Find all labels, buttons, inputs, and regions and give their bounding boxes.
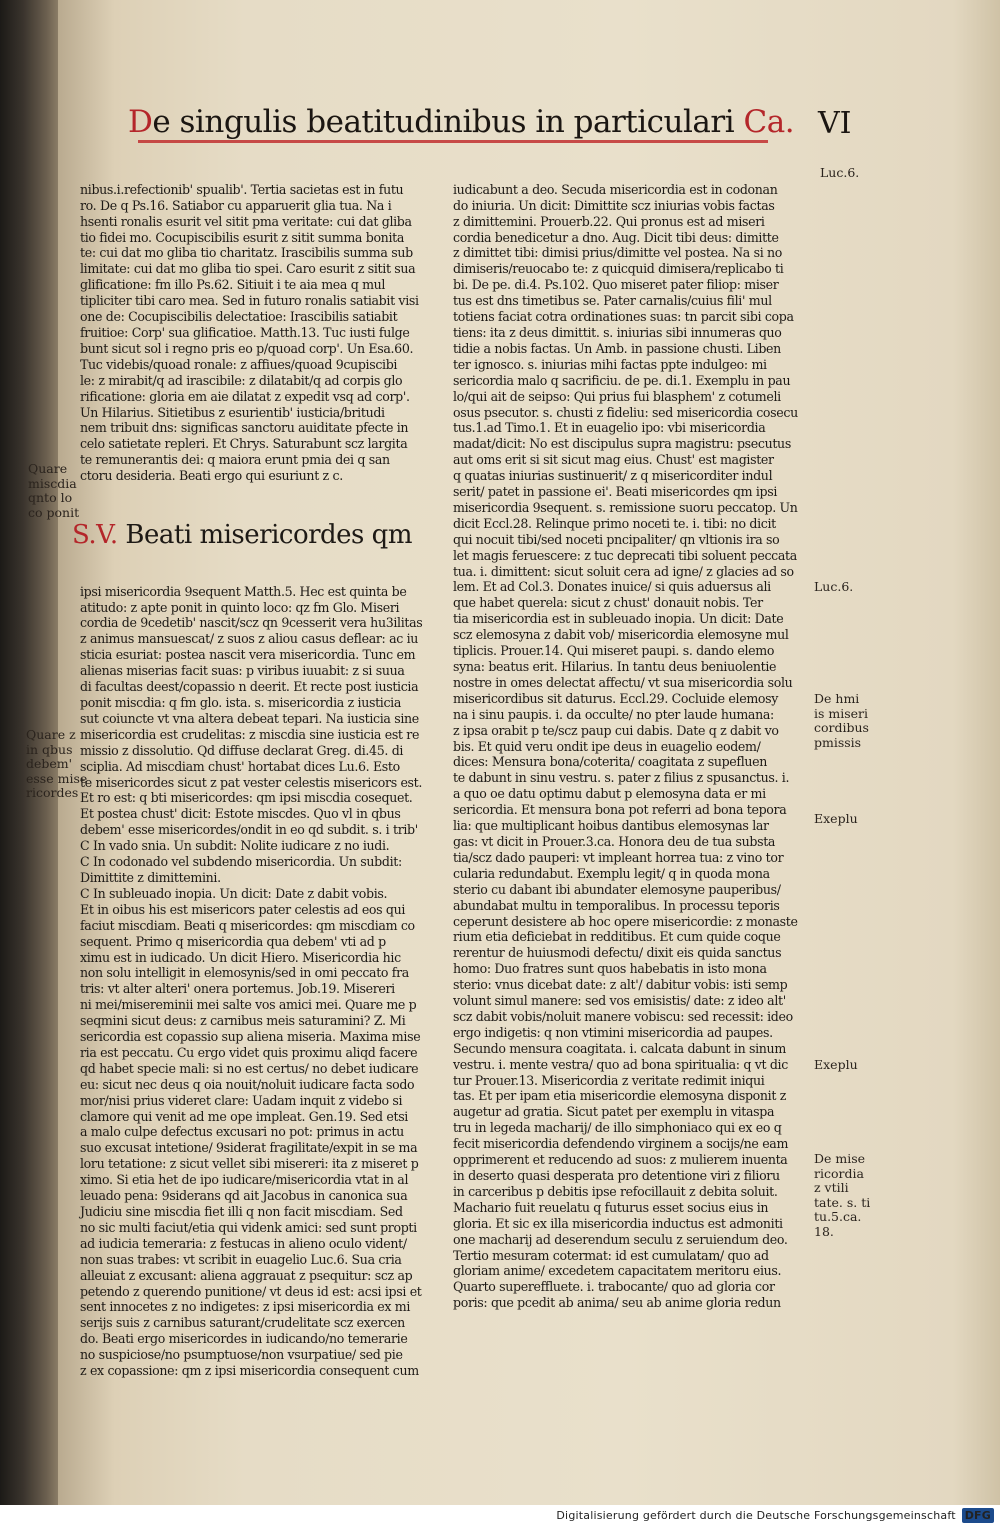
text-line: Un Hilarius. Sitietibus z esurientib' iusticia/britudi [80, 404, 385, 420]
text-line: gloriam anime/ excedetem capacitatem meritoru eius. [453, 1263, 782, 1279]
text-line: sequent. Primo q misericordia qua debem' vti ad p [80, 933, 386, 949]
marginal-note-left-a: Quare miscdia qnto lo co ponit [28, 461, 80, 520]
text-line: misericordia est crudelitas: z miscdia sine iusticia est re [80, 726, 420, 742]
text-line: gloria. Et sic ex illa misericordia inductus est admoniti [453, 1215, 783, 1231]
text-line: tiens: ita z deus dimittit. s. iniurias sibi innumeras quo [453, 324, 782, 340]
text-line: fecit misericordia defendendo virginem a socijs/ne eam [453, 1136, 789, 1152]
right-text-column [453, 150, 818, 1343]
text-line: fruitioe: Corp' sua glificatioe. Matth.13. Tuc iusti fulge [80, 324, 410, 340]
text-line: Secundo mensura coagitata. i. calcata dabunt in sinum [453, 1040, 786, 1056]
text-line: sent innocetes z no indigetes: z ipsi misericordia ex mi [80, 1299, 411, 1315]
text-line: tiplicis. Prouer.14. Qui miseret paupi. s. dando elemo [453, 643, 775, 659]
text-line: lem. Et ad Col.3. Donates inuice/ si quis aduersus ali [453, 579, 771, 595]
text-line: in carceribus p debitis ipse refocillauit z debita soluit. [453, 1183, 778, 1199]
text-line: seqmini sicut deus: z carnibus meis saturamini? Z. Mi [80, 1013, 406, 1029]
text-line: tru in legeda macharij/ de illo simphoniaco qui ex eo q [453, 1120, 782, 1136]
text-line: dices: Mensura bona/coterita/ coagitata z supefluen [453, 754, 768, 770]
text-line: dicit Eccl.28. Relinque primo noceti te. i. tibi: no dicit [453, 515, 776, 531]
text-line: ergo indigetis: q non vtimini misericordia ad paupes. [453, 1024, 773, 1040]
text-line: te misericordes sicut z pat vester celestis misericors est. [80, 774, 423, 790]
text-line: sericordia malo q sacrificiu. de pe. di.1. Exemplu in pau [453, 372, 791, 388]
marginal-note-de-misericordia: De mise ricordia z vtili tate. s. ti tu.5.ca. 18. [814, 1151, 871, 1239]
text-line: no sic multi faciut/etia qui videnk amici: sed sunt propti [80, 1219, 417, 1235]
text-line: serijs suis z carnibus saturant/crudelitate scz exercen [80, 1315, 405, 1331]
dfg-logo: DFG [962, 1508, 994, 1523]
text-line: Et ro est: q bti misericordes: qm ipsi miscdia cosequet. [80, 790, 413, 806]
text-line: poris: que pcedit ab anima/ seu ab anime gloria redun [453, 1295, 781, 1311]
chapter-label: Ca. [743, 104, 795, 140]
text-line: le: z mirabit/q ad irascibile: z dilatabit/q ad corpis glo [80, 372, 403, 388]
section-mark: S.V. [72, 519, 118, 550]
text-line: Tuc videbis/quoad ronale: z affiues/quoad 9cupiscibi [80, 356, 398, 372]
text-line: mor/nisi prius videret clare: Uadam inquit z videbo si [80, 1092, 403, 1108]
text-line: z dimittemini. Prouerb.22. Qui pronus est ad miseri [453, 213, 765, 229]
text-line: no suspiciose/no psumptuose/non vsurpatiue/ sed pie [80, 1347, 403, 1363]
text-line: scz elemosyna z dabit vob/ misericordia elemosyne mul [453, 627, 789, 643]
text-line: totiens faciat cotra ordinationes suas: tn parcit sibi copa [453, 309, 794, 325]
text-line: te remunerantis dei: q maiora erunt pmia dei q san [80, 452, 390, 468]
text-line: alleuiat z excusant: aliena aggrauat z psequitur: scz ap [80, 1267, 413, 1283]
text-line: gas: vt dicit in Prouer.3.ca. Honora deu de tua substa [453, 833, 776, 849]
marginal-note-luc-2: Luc.6. [814, 579, 854, 594]
text-line: ter ignosco. s. iniurias mihi factas ppte indulgeo: mi [453, 356, 767, 372]
title-initial: D [128, 104, 153, 140]
text-line: ctoru desideria. Beati ergo qui esuriunt z c. [80, 468, 343, 484]
text-line: Quarto supereffluete. i. trabocante/ quo ad gloria cor [453, 1279, 775, 1295]
text-line: qui nocuit tibi/sed noceti pncipaliter/ qn vltionis ira so [453, 531, 780, 547]
text-line: tris: vt alter alteri' onera portemus. Job.19. Misereri [80, 981, 395, 997]
text-line: do. Beati ergo misericordes in iudicando/no temerarie [80, 1331, 408, 1347]
right-column-text [453, 182, 818, 1311]
text-line: te: cui dat mo gliba tio charitatz. Irascibilis summa sub [80, 245, 413, 261]
left-column-text-bottom [80, 584, 450, 1379]
text-line: debem' esse misericordes/ondit in eo qd subdit. s. i trib' [80, 822, 418, 838]
text-line: di facultas deest/copassio n deerit. Et recte post iusticia [80, 679, 419, 695]
text-line: nem tribuit dns: significas sanctoru auiditate pfecte in [80, 420, 409, 436]
text-line: volunt simul manere: sed vos emisistis/ date: z ideo alt' [453, 993, 786, 1009]
text-line: faciut miscdiam. Beati q misericordes: qm miscdiam co [80, 917, 415, 933]
section-heading-text: Beati misericordes qm [125, 519, 412, 550]
section-heading [72, 518, 450, 552]
text-line: lo/qui ait de seipso: Qui prius fui blasphem' z cotumeli [453, 388, 781, 404]
text-line: bunt sicut sol i regno pris eo p/quoad corp'. Un Esa.60. [80, 340, 414, 356]
marginal-note-de-his: De hmi is miseri cordibus pmissis [814, 691, 869, 750]
text-line: one de: Cocupiscibilis delectatioe: Irascibilis satiabit [80, 309, 398, 325]
text-line: in deserto quasi desperata pro detentione viri z filioru [453, 1168, 780, 1183]
text-line: Judiciu sine miscdia fiet illi q non facit miscdiam. Sed [80, 1204, 403, 1219]
text-line: cordia benedicetur a dno. Aug. Dicit tibi deus: dimitte [453, 229, 779, 245]
text-line: te dabunt in sinu vestru. s. pater z filius z spusanctus. i. [453, 770, 790, 786]
text-line: cularia redundabut. Exemplu legit/ q in quoda mona [453, 865, 770, 881]
text-line: z ex copassione: qm z ipsi misericordia consequent cum [80, 1363, 419, 1379]
text-line: abundabat multu in temporalibus. In processu teporis [453, 897, 780, 913]
text-line: non suas trabes: vt scribit in euagelio Luc.6. Sua cria [80, 1251, 402, 1267]
text-line: one macharij ad deserendum seculu z seruiendum deo. [453, 1231, 788, 1247]
text-line: z dimittet tibi: dimisi prius/dimitte vel postea. Na si no [453, 245, 783, 261]
text-line: misericordia 9sequent. s. remissione suoru peccatop. Un [453, 499, 798, 515]
text-line: dimiseris/reuocabo te: z quicquid dimisera/replicabo ti [453, 261, 784, 277]
text-line: tia misericordia est in subleuado inopia. Un dicit: Date [453, 611, 784, 627]
text-line: cordia de 9cedetib' nascit/scz qn 9cesserit vera hu3ilitas [80, 615, 423, 631]
footer-note: Digitalisierung gefördert durch die Deutsche Forschungsgemeinschaft [556, 1508, 956, 1522]
text-line: Et postea chust' dicit: Estote miscdes. Quo vl in qbus [80, 806, 401, 822]
text-line: sciplia. Ad miscdiam chust' hortabat dices Lu.6. Esto [80, 758, 400, 774]
text-line: ipsi misericordia 9sequent Matth.5. Hec est quinta be [80, 583, 407, 599]
text-line: limitate: cui dat mo gliba tio spei. Caro esurit z sitit sua [80, 261, 416, 277]
text-line: nostre in omes delectat affectu/ vt sua misericordia solu [453, 674, 793, 690]
text-line: lia: que multiplicant hoibus dantibus elemosynas lar [453, 818, 769, 834]
text-line: ro. De q Ps.16. Satiabor cu apparuerit glia tua. Na i [80, 197, 392, 213]
book-page [26, 0, 1000, 1505]
title-text: e singulis beatitudinibus in particulari [152, 104, 735, 140]
running-header [128, 104, 868, 148]
text-line: na i sinu paupis. i. da occulte/ no pter laude humana: [453, 706, 774, 722]
text-line: celo satietate repleri. Et Chrys. Saturabunt scz largita [80, 436, 408, 452]
text-line: let magis feruescere: z tuc deprecati tibi soluent peccata [453, 547, 797, 563]
text-line: C In subleuado inopia. Un dicit: Date z dabit vobis. [80, 885, 388, 901]
text-line: sut coiuncte vt vna altera debeat tepari. Na iusticia sine [80, 710, 419, 726]
text-line: tus est dns timetibus se. Pater carnalis/cuius fili' mul [453, 293, 772, 309]
text-line: loru tetatione: z sicut vellet sibi misereri: ita z miseret p [80, 1156, 419, 1172]
text-line: clamore qui venit ad me ope impleat. Gen.19. Sed etsi [80, 1108, 408, 1124]
text-line: rium etia deficiebat in redditibus. Et cum quide coque [453, 929, 781, 945]
red-underline [138, 140, 768, 143]
text-line: tur Prouer.13. Misericordia z veritate redimit iniqui [453, 1072, 765, 1088]
text-line: hsenti ronalis esurit vel sitit pma veritate: cui dat gliba [80, 213, 412, 229]
text-line: scz dabit vobis/noluit manere vobiscu: sed recessit: ideo [453, 1008, 793, 1024]
text-line: a malo culpe defectus excusari no pot: primus in actu [80, 1124, 404, 1140]
text-line: a quo oe datu optimu dabut p elemosyna data er mi [453, 786, 766, 802]
text-line: bis. Et quid veru ondit ipe deus in euagelio eodem/ [453, 738, 761, 754]
text-line: misericordibus sit daturus. Eccl.29. Cocluide elemosy [453, 690, 779, 706]
text-line: C In codonado vel subdendo misericordia. Un subdit: [80, 854, 402, 870]
text-line: rificatione: gloria em aie dilatat z expedit vsq ad corp'. [80, 388, 410, 404]
text-line: petendo z querendo punitione/ vt deus id est: acsi ipsi et [80, 1283, 422, 1299]
left-text-column [72, 150, 450, 1411]
text-line: syna: beatus erit. Hilarius. In tantu deus beniuolentie [453, 659, 777, 674]
marginal-note-exemplum-2: Exeplu [814, 1057, 858, 1072]
text-line: ponit miscdia: q fm glo. ista. s. misericordia z iusticia [80, 695, 401, 710]
text-line: sticia esuriat: postea nascit vera misericordia. Tunc em [80, 647, 416, 663]
text-line: ximu est in iudicado. Un dicit Hiero. Misericordia hic [80, 949, 401, 965]
text-line: leuado pena: 9siderans qd ait Jacobus in canonica sua [80, 1188, 408, 1204]
text-line: sericordia. Et mensura bona pot referri ad bona tepora [453, 802, 787, 818]
text-line: z ipsa orabit p te/scz paup cui dabis. Date q z dabit vo [453, 722, 779, 738]
text-line: serit/ patet in passione ei'. Beati misericordes qm ipsi [453, 484, 778, 500]
text-line: Machario fuit reuelatu q futurus esset socius eius in [453, 1199, 769, 1215]
text-line: iudicabunt a deo. Secuda misericordia est in codonan [453, 181, 778, 197]
marginal-note-exemplum-1: Exeplu [814, 811, 858, 826]
text-line: Tertio mesuram cotermat: id est cumulatam/ quo ad [453, 1247, 769, 1263]
text-line: missio z dissolutio. Qd diffuse declarat Greg. di.45. di [80, 742, 404, 758]
text-line: ni mei/misereminii mei salte vos amici mei. Quare me p [80, 997, 417, 1013]
text-line: tua. i. dimittent: sicut soluit cera ad igne/ z glacies ad so [453, 563, 794, 579]
text-line: nibus.i.refectionib' spualib'. Tertia sacietas est in futu [80, 181, 404, 197]
text-line: rerentur de huiusmodi defectu/ dixit eis quida sanctus [453, 945, 782, 961]
text-line: Et in oibus his est misericors pater celestis ad eos qui [80, 901, 406, 917]
text-line: homo: Duo fratres sunt quos habebatis in isto mona [453, 961, 767, 977]
text-line: augetur ad gratia. Sicut patet per exemplu in vitaspa [453, 1104, 775, 1120]
text-line: Dimittite z dimittemini. [80, 869, 221, 885]
left-column-text-top [80, 182, 450, 484]
text-line: tidie a nobis factas. Un Amb. in passione chusti. Liben [453, 340, 781, 356]
text-line: z animus mansuescat/ z suos z aliou casus deflear: ac iu [80, 631, 419, 647]
text-line: ria est peccatu. Cu ergo videt quis proximu aliqd facere [80, 1044, 418, 1060]
text-line: tas. Et per ipam etia misericordie elemosyna disponit z [453, 1088, 787, 1104]
marginal-note-left-b: Quare z in qbus debem' esse mise ricordes [26, 727, 88, 800]
text-line: osus psecutor. s. chusti z fideliu: sed misericordia cosecu [453, 404, 798, 420]
marginal-note-luc-1: Luc.6. [820, 165, 860, 180]
text-line: sterio: vnus dicebat date: z alt'/ dabitur vobis: isti semp [453, 977, 788, 993]
text-line: opprimerent et reducendo ad suos: z mulierem inuenta [453, 1152, 788, 1168]
text-line: suo excusat intetione/ 9siderat fragilitate/expit in se ma [80, 1140, 418, 1156]
text-line: ximo. Si etia het de ipo iudicare/misericordia vtat in al [80, 1172, 409, 1188]
text-line: que habet querela: sicut z chust' donauit nobis. Ter [453, 595, 763, 611]
text-line: q quatas iniurias sustinuerit/ z q misericorditer indul [453, 468, 773, 484]
text-line: tio fidei mo. Cocupiscibilis esurit z sitit summa bonita [80, 229, 404, 245]
text-line: qd habet specie mali: si no est certus/ no debet iudicare [80, 1060, 419, 1076]
text-line: glificatione: fm illo Ps.62. Sitiuit i te aia mea q mul [80, 277, 386, 293]
text-line: vestru. i. mente vestra/ quo ad bona spiritualia: q vt dic [453, 1056, 788, 1072]
text-line: alienas miserias facit suas: p viribus iuuabit: z si suua [80, 663, 405, 679]
text-line: do iniuria. Un dicit: Dimittite scz iniurias vobis factas [453, 197, 775, 213]
text-line: non solu intelligit in elemosynis/sed in omi peccato fra [80, 965, 409, 981]
folio-number: VI [818, 106, 852, 141]
text-line: tia/scz dado pauperi: vt impleant horrea tua: z vino tor [453, 849, 784, 865]
text-line: eu: sicut nec deus q oia nouit/noluit iudicare facta sodo [80, 1076, 415, 1092]
text-line: tipliciter tibi caro mea. Sed in futuro ronalis satiabit visi [80, 293, 419, 309]
digitization-footer [0, 1505, 1000, 1525]
text-line: ad iudicia temeraria: z festucas in alieno oculo vident/ [80, 1235, 407, 1251]
text-line: madat/dicit: No est discipulus supra magistru: psecutus [453, 436, 791, 452]
text-line: tus.1.ad Timo.1. Et in euagelio ipo: vbi misericordia [453, 420, 766, 436]
text-line: sericordia est copassio sup aliena miseria. Maxima mise [80, 1029, 421, 1045]
text-line: ceperunt desistere ab hoc opere misericordie: z monaste [453, 913, 798, 929]
text-line: aut oms erit si sit sicut mag eius. Chust' est magister [453, 452, 774, 468]
text-line: C In vado snia. Un subdit: Nolite iudicare z no iudi. [80, 838, 390, 854]
text-line: bi. De pe. di.4. Ps.102. Quo miseret pater filiop: miser [453, 277, 779, 293]
page-title [128, 104, 794, 140]
text-line: atitudo: z apte ponit in quinto loco: qz fm Glo. Miseri [80, 599, 400, 615]
text-line: sterio cu dabant ibi abundater elemosyne pauperibus/ [453, 881, 781, 897]
